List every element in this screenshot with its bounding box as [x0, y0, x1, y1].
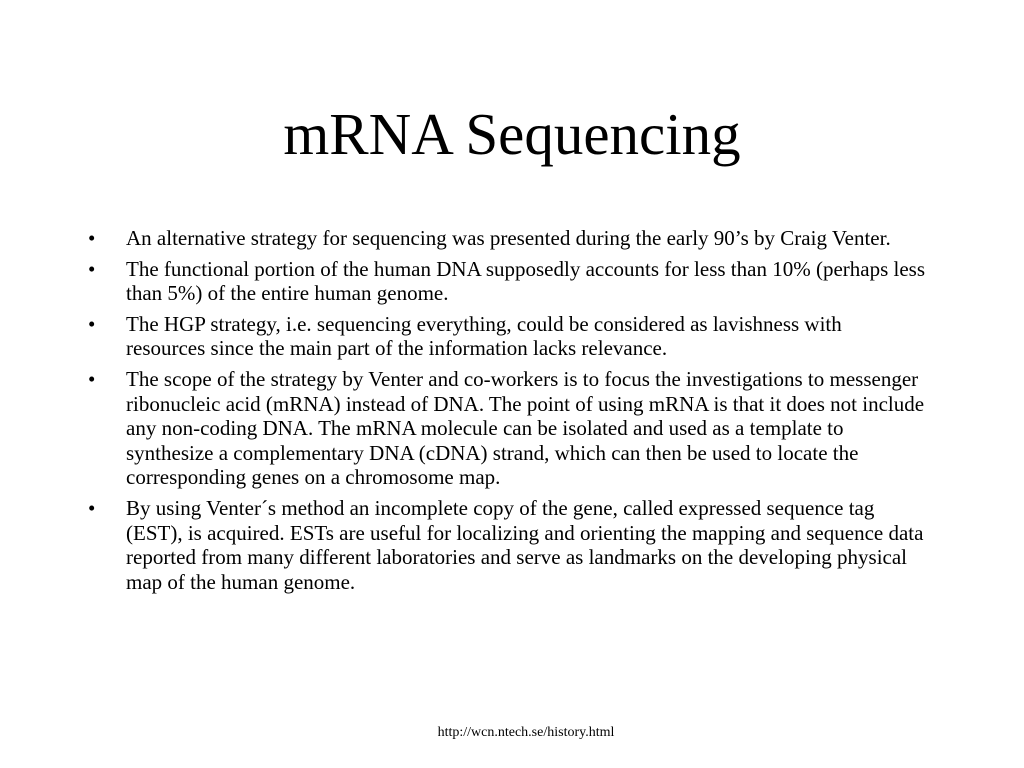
bullet-text: The HGP strategy, i.e. sequencing everything, could be considered as lavishness with resources since the main part of the information lacks relevance.	[126, 311, 842, 361]
bullet-text: The scope of the strategy by Venter and co-workers is to focus the investigations to messenger ribonucleic acid (mRNA) instead of DNA. The point of using mRNA is that it does not include any non-coding DNA. The mRNA molecule can be isolated and used as a template to synthesize a complementary DNA (cDNA) strand, which can then be used to locate the corresponding genes on a chromosome map.	[126, 366, 925, 490]
slide-title: mRNA Sequencing	[283, 101, 741, 167]
bullet-list	[0, 226, 1024, 600]
bullet-text: An alternative strategy for sequencing was presented during the early 90’s by Craig Venter.	[126, 226, 891, 250]
bullet-icon: •	[88, 226, 96, 250]
bullet-icon: •	[88, 256, 96, 281]
bullet-item	[88, 366, 926, 490]
bullet-text: The functional portion of the human DNA supposedly accounts for less than 10% (perhaps less than 5%) of the entire human genome.	[126, 256, 925, 306]
bullet-item	[88, 495, 926, 594]
bullet-icon: •	[88, 495, 96, 520]
bullet-icon: •	[88, 311, 96, 336]
bullet-item	[88, 256, 926, 306]
bullet-text: By using Venter´s method an incomplete copy of the gene, called expressed sequence tag (EST), is acquired. ESTs are useful for localizing and orienting the mapping and sequence data reported from many different laboratories and serve as landmarks on the developing physical map of the human genome.	[126, 495, 924, 594]
footer-url: http://wcn.ntech.se/history.html	[437, 725, 615, 740]
bullet-item	[88, 311, 926, 361]
bullet-item	[88, 226, 926, 251]
bullet-icon: •	[88, 366, 96, 391]
